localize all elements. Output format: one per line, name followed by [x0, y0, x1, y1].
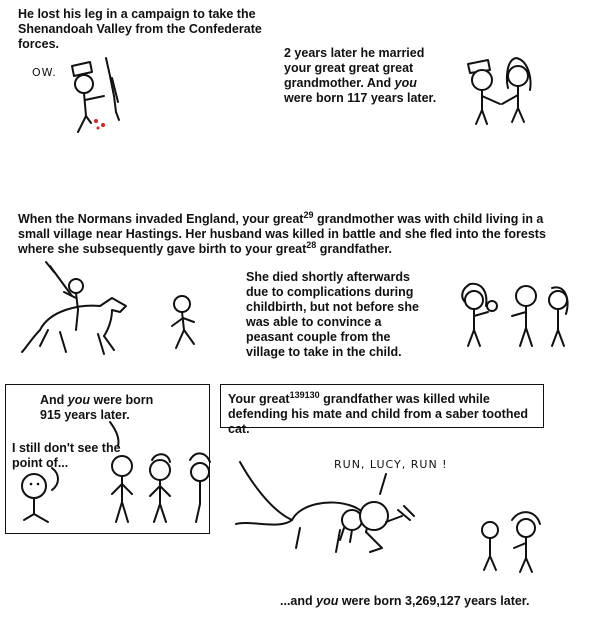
panel5-speech: I still don't see the point of... — [12, 441, 121, 470]
panel6-caption: Your great$^{139130}$ grandfather was killed while defending his mate and child from a saber toothed cat. — [228, 389, 529, 436]
panel6-shout: RUN, LUCY, RUN ! — [334, 458, 448, 471]
panel1-caption: He lost his leg in a campaign to take the Shenandoah Valley from the Confederate forces. — [18, 7, 262, 51]
panel7-caption: ...and you were born 3,269,127 years later. — [280, 594, 530, 608]
panel5-caption-line1: And you were born — [40, 393, 154, 407]
panel3-caption: When the Normans invaded England, your great$^{29}$ grandmother was with child living in a small village near Hastings. Her husband was killed in battle and she fled into the forests where she subsequently gave birth to your great$^{28}$ grandfather. — [18, 209, 546, 256]
panel1-sound-effect: OW. — [32, 66, 57, 79]
panel5-caption-line2: 915 years later. — [40, 408, 130, 422]
panel4-caption: She died shortly afterwards due to complications during childbirth, but not before she was able to convince a peasant couple from the village to take in the child. — [246, 270, 419, 359]
panel2-caption: 2 years later he married your great great great grandmother. And you were born 117 years later. — [284, 46, 437, 105]
